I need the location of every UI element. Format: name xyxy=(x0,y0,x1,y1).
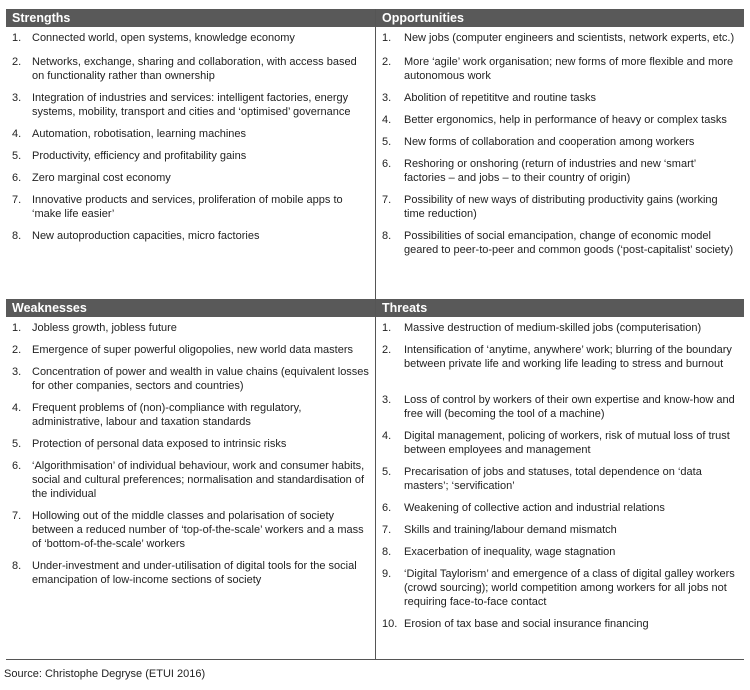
strengths-item xyxy=(6,229,375,243)
weaknesses-item xyxy=(6,343,375,357)
threats-item-number: 9. xyxy=(382,568,392,580)
strengths-item-text: Networks, exchange, sharing and collaboration, with access based on functionality rather than ownership xyxy=(32,56,357,82)
strengths-item-number: 6. xyxy=(12,172,22,184)
weaknesses-item-number: 7. xyxy=(12,510,22,522)
opportunities-item-number: 7. xyxy=(382,194,392,206)
weaknesses-item-text: Frequent problems of (non)-compliance with regulatory, administrative, labour and taxation standards xyxy=(32,402,302,428)
weaknesses-item xyxy=(6,437,375,451)
strengths-item-number: 3. xyxy=(12,92,22,104)
strengths-item-number: 8. xyxy=(12,230,22,242)
threats-item-text: ‘Digital Taylorism’ and emergence of a class of digital galley workers (crowd sourcing); world competition among workers for all jobs not requiring face-to-face contact xyxy=(404,568,735,608)
weaknesses-item-number: 5. xyxy=(12,438,22,450)
opportunities-item-text: More ‘agile’ work organisation; new forms of more flexible and more autonomous work xyxy=(404,56,734,82)
strengths-item-number: 5. xyxy=(12,150,22,162)
swot-table xyxy=(6,9,744,660)
opportunities-item-number: 5. xyxy=(382,136,392,148)
opportunities-item-number: 1. xyxy=(382,32,392,44)
weaknesses-item-text: Protection of personal data exposed to intrinsic risks xyxy=(32,438,287,450)
strengths-item xyxy=(6,149,375,163)
threats-item xyxy=(380,567,744,609)
opportunities-item xyxy=(380,229,744,257)
opportunities-item-number: 2. xyxy=(382,56,392,68)
threats-item xyxy=(380,393,744,421)
weaknesses-quadrant xyxy=(6,299,375,659)
weaknesses-item-text: Concentration of power and wealth in value chains (equivalent losses for other companies, sectors and countries) xyxy=(32,366,369,392)
threats-item xyxy=(380,545,744,559)
strengths-item-text: Innovative products and services, proliferation of mobile apps to ‘make life easier’ xyxy=(32,194,343,220)
strengths-item xyxy=(6,55,375,83)
strengths-item-number: 4. xyxy=(12,128,22,140)
opportunities-item xyxy=(380,55,744,83)
weaknesses-item-number: 4. xyxy=(12,402,22,414)
weaknesses-item-text: Hollowing out of the middle classes and polarisation of society between a reduced number of ‘top-of-the-scale’ workers and a mass of ‘bottom-of-the-scale’ workers xyxy=(32,510,364,550)
weaknesses-item-number: 8. xyxy=(12,560,22,572)
opportunities-item-text: New jobs (computer engineers and scientists, network experts, etc.) xyxy=(404,32,735,44)
threats-item-text: Massive destruction of medium-skilled jobs (computerisation) xyxy=(404,322,702,334)
strengths-item-text: Zero marginal cost economy xyxy=(32,172,171,184)
threats-item-number: 1. xyxy=(382,322,392,334)
opportunities-item-number: 4. xyxy=(382,114,392,126)
strengths-item xyxy=(6,91,375,119)
opportunities-item-text: Possibilities of social emancipation, change of economic model geared to peer-to-peer and common goods (‘post-capitalist’ society) xyxy=(404,230,734,256)
strengths-item xyxy=(6,193,375,221)
threats-quadrant xyxy=(375,299,744,659)
threats-item-text: Loss of control by workers of their own expertise and know-how and free will (becoming the tool of a machine) xyxy=(404,394,735,420)
weaknesses-item-text: Jobless growth, jobless future xyxy=(32,322,177,334)
strengths-item xyxy=(6,171,375,185)
strengths-header: Strengths xyxy=(6,9,375,27)
opportunities-item-number: 6. xyxy=(382,158,392,170)
threats-item xyxy=(380,465,744,493)
threats-item-text: Intensification of ‘anytime, anywhere’ work; blurring of the boundary between private life and working life leading to stress and burnout xyxy=(404,344,732,370)
opportunities-item xyxy=(380,135,744,149)
strengths-item-number: 2. xyxy=(12,56,22,68)
weaknesses-item-number: 1. xyxy=(12,322,22,334)
weaknesses-item-text: Emergence of super powerful oligopolies, new world data masters xyxy=(32,344,353,356)
threats-item-number: 2. xyxy=(382,344,392,356)
threats-item xyxy=(380,321,744,335)
opportunities-item xyxy=(380,31,744,45)
threats-item-number: 4. xyxy=(382,430,392,442)
strengths-item-number: 7. xyxy=(12,194,22,206)
threats-item xyxy=(380,617,744,631)
weaknesses-item xyxy=(6,459,375,501)
opportunities-item-text: New forms of collaboration and cooperation among workers xyxy=(404,136,695,148)
threats-item-number: 10. xyxy=(382,618,398,630)
weaknesses-item xyxy=(6,321,375,335)
threats-item xyxy=(380,429,744,457)
strengths-item-number: 1. xyxy=(12,32,22,44)
swot-top-row xyxy=(6,9,744,299)
opportunities-item xyxy=(380,113,744,127)
strengths-item-text: Integration of industries and services: intelligent factories, energy systems, mobility, transport and cities and ‘optimised’ governance xyxy=(32,92,351,118)
opportunities-item xyxy=(380,193,744,221)
weaknesses-item xyxy=(6,401,375,429)
opportunities-item-text: Reshoring or onshoring (return of industries and new ‘smart’ factories – and jobs – to their country of origin) xyxy=(404,158,696,184)
threats-item-text: Precarisation of jobs and statuses, total dependence on ‘data masters’; ‘servification’ xyxy=(404,466,702,492)
strengths-item-text: Productivity, efficiency and profitability gains xyxy=(32,150,247,162)
opportunities-item-text: Abolition of repetititve and routine tasks xyxy=(404,92,597,104)
weaknesses-item-number: 2. xyxy=(12,344,22,356)
threats-item-text: Digital management, policing of workers, risk of mutual loss of trust between employees and management xyxy=(404,430,730,456)
weaknesses-item xyxy=(6,365,375,393)
opportunities-item-text: Better ergonomics, help in performance of heavy or complex tasks xyxy=(404,114,727,126)
strengths-item-text: New autoproduction capacities, micro factories xyxy=(32,230,260,242)
swot-bottom-row xyxy=(6,299,744,659)
weaknesses-header: Weaknesses xyxy=(6,299,375,317)
weaknesses-item xyxy=(6,559,375,587)
weaknesses-item xyxy=(6,509,375,551)
threats-item-number: 8. xyxy=(382,546,392,558)
opportunities-item-number: 3. xyxy=(382,92,392,104)
threats-item xyxy=(380,343,744,371)
opportunities-item-text: Possibility of new ways of distributing productivity gains (working time reduction) xyxy=(404,194,718,220)
weaknesses-item-number: 6. xyxy=(12,460,22,472)
threats-item-number: 3. xyxy=(382,394,392,406)
threats-item xyxy=(380,523,744,537)
weaknesses-item-number: 3. xyxy=(12,366,22,378)
strengths-item-text: Automation, robotisation, learning machines xyxy=(32,128,247,140)
source-caption: Source: Christophe Degryse (ETUI 2016) xyxy=(4,668,206,680)
strengths-item xyxy=(6,127,375,141)
opportunities-item xyxy=(380,91,744,105)
strengths-item xyxy=(6,31,375,45)
strengths-item-text: Connected world, open systems, knowledge economy xyxy=(32,32,295,44)
opportunities-quadrant xyxy=(375,9,744,299)
threats-item-number: 5. xyxy=(382,466,392,478)
threats-item-text: Exacerbation of inequality, wage stagnation xyxy=(404,546,616,558)
threats-item-number: 7. xyxy=(382,524,392,536)
threats-item-number: 6. xyxy=(382,502,392,514)
threats-header: Threats xyxy=(376,299,744,317)
threats-item xyxy=(380,501,744,515)
threats-item-text: Skills and training/labour demand mismatch xyxy=(404,524,617,536)
threats-item-text: Weakening of collective action and industrial relations xyxy=(404,502,665,514)
weaknesses-item-text: ‘Algorithmisation’ of individual behaviour, work and consumer habits, social and cultural preferences; normalisation and standardisation of the individual xyxy=(32,460,365,500)
strengths-quadrant xyxy=(6,9,375,299)
opportunities-item-number: 8. xyxy=(382,230,392,242)
opportunities-header: Opportunities xyxy=(376,9,744,27)
threats-item-text: Erosion of tax base and social insurance financing xyxy=(404,618,649,630)
opportunities-item xyxy=(380,157,744,185)
weaknesses-item-text: Under-investment and under-utilisation of digital tools for the social emancipation of low-income sections of society xyxy=(32,560,357,586)
